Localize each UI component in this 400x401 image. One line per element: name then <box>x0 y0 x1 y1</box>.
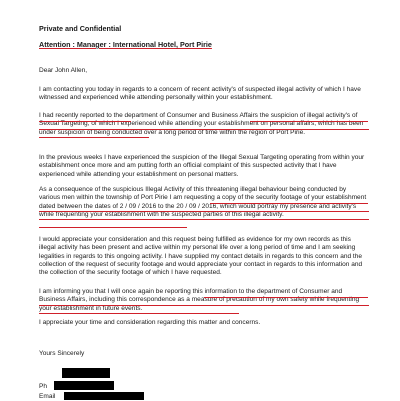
email-label: Email <box>39 393 56 400</box>
underline-mark <box>39 305 369 306</box>
underline-mark <box>39 227 187 228</box>
paragraph-6: I am informing you that I will once again be reporting this information to the department of Consumer and Business Affairs, including this correspondence as a measure of precaution of my own safety while frequenting your establishment in future events. <box>39 288 360 312</box>
paragraph-5: I would appreciate your consideration and this request being fulfilled as evidence for my own records as this illegal activity has been present and active within my personal life over a long period of time and I am seeking legalities in regards to this ongoing activity. I have supplied my contact details in regards to this concern and the collection of the request of security footage and would appreciate your contact in regards to this information and the collection of the security footage of which I have requested. <box>39 236 363 277</box>
paragraph-7: I appreciate your time and consideration regarding this matter and concerns. <box>39 319 261 326</box>
underline-mark <box>204 297 368 298</box>
closing: Yours Sincerely <box>39 350 85 357</box>
underline-mark <box>39 121 131 122</box>
underline-mark <box>39 137 149 138</box>
redacted-phone <box>54 381 114 390</box>
paragraph-3: In the previous weeks I have experienced the suspicion of the Illegal Sexual Targeting operating from within your establishment once more and am putting forth an official complaint of this suspected activity that I have experienced while attending your establishment on personal matters. <box>39 154 365 178</box>
underline-mark <box>39 129 369 130</box>
paragraph-1: I am contacting you today in regards to a concern of recent activity's of suspected illegal activity of which I have witnessed and experienced while attending personally within your establishment. <box>39 86 361 102</box>
underline-mark <box>39 211 369 212</box>
redacted-email <box>64 392 144 400</box>
underline-mark <box>250 121 368 122</box>
underline-mark <box>39 313 239 314</box>
phone-label: Ph <box>39 383 48 390</box>
salutation: Dear John Allen, <box>39 67 88 74</box>
confidential-label: Private and Confidential <box>39 24 122 33</box>
underline-mark <box>210 203 368 204</box>
paragraph-2: I had recently reported to the department of Consumer and Business Affairs the suspicion of illegal activity's of Sexual Targeting, of which I experienced while attending your establishment on personal affairs, which has been under suspicion of being conducted over a long period of time within the region of Port Pirie. <box>39 112 364 136</box>
underline-mark <box>39 219 369 220</box>
paragraph-4: As a consequence of the suspicious Illegal Activity of this threatening illegal behaviour being conducted by various men within the township of Port Pirie I am requesting a copy of the security footage of your establishment dated between the dates of 2 / 09 / 2016 to the 20 / 09 / 2016, which would portray my presence and activity's while frequenting your establishment with the suspected parties of this illegal activity. <box>39 186 367 218</box>
redacted-signature <box>62 368 110 378</box>
attention-line: Attention : Manager : International Hotel, Port Pirie <box>39 40 212 49</box>
